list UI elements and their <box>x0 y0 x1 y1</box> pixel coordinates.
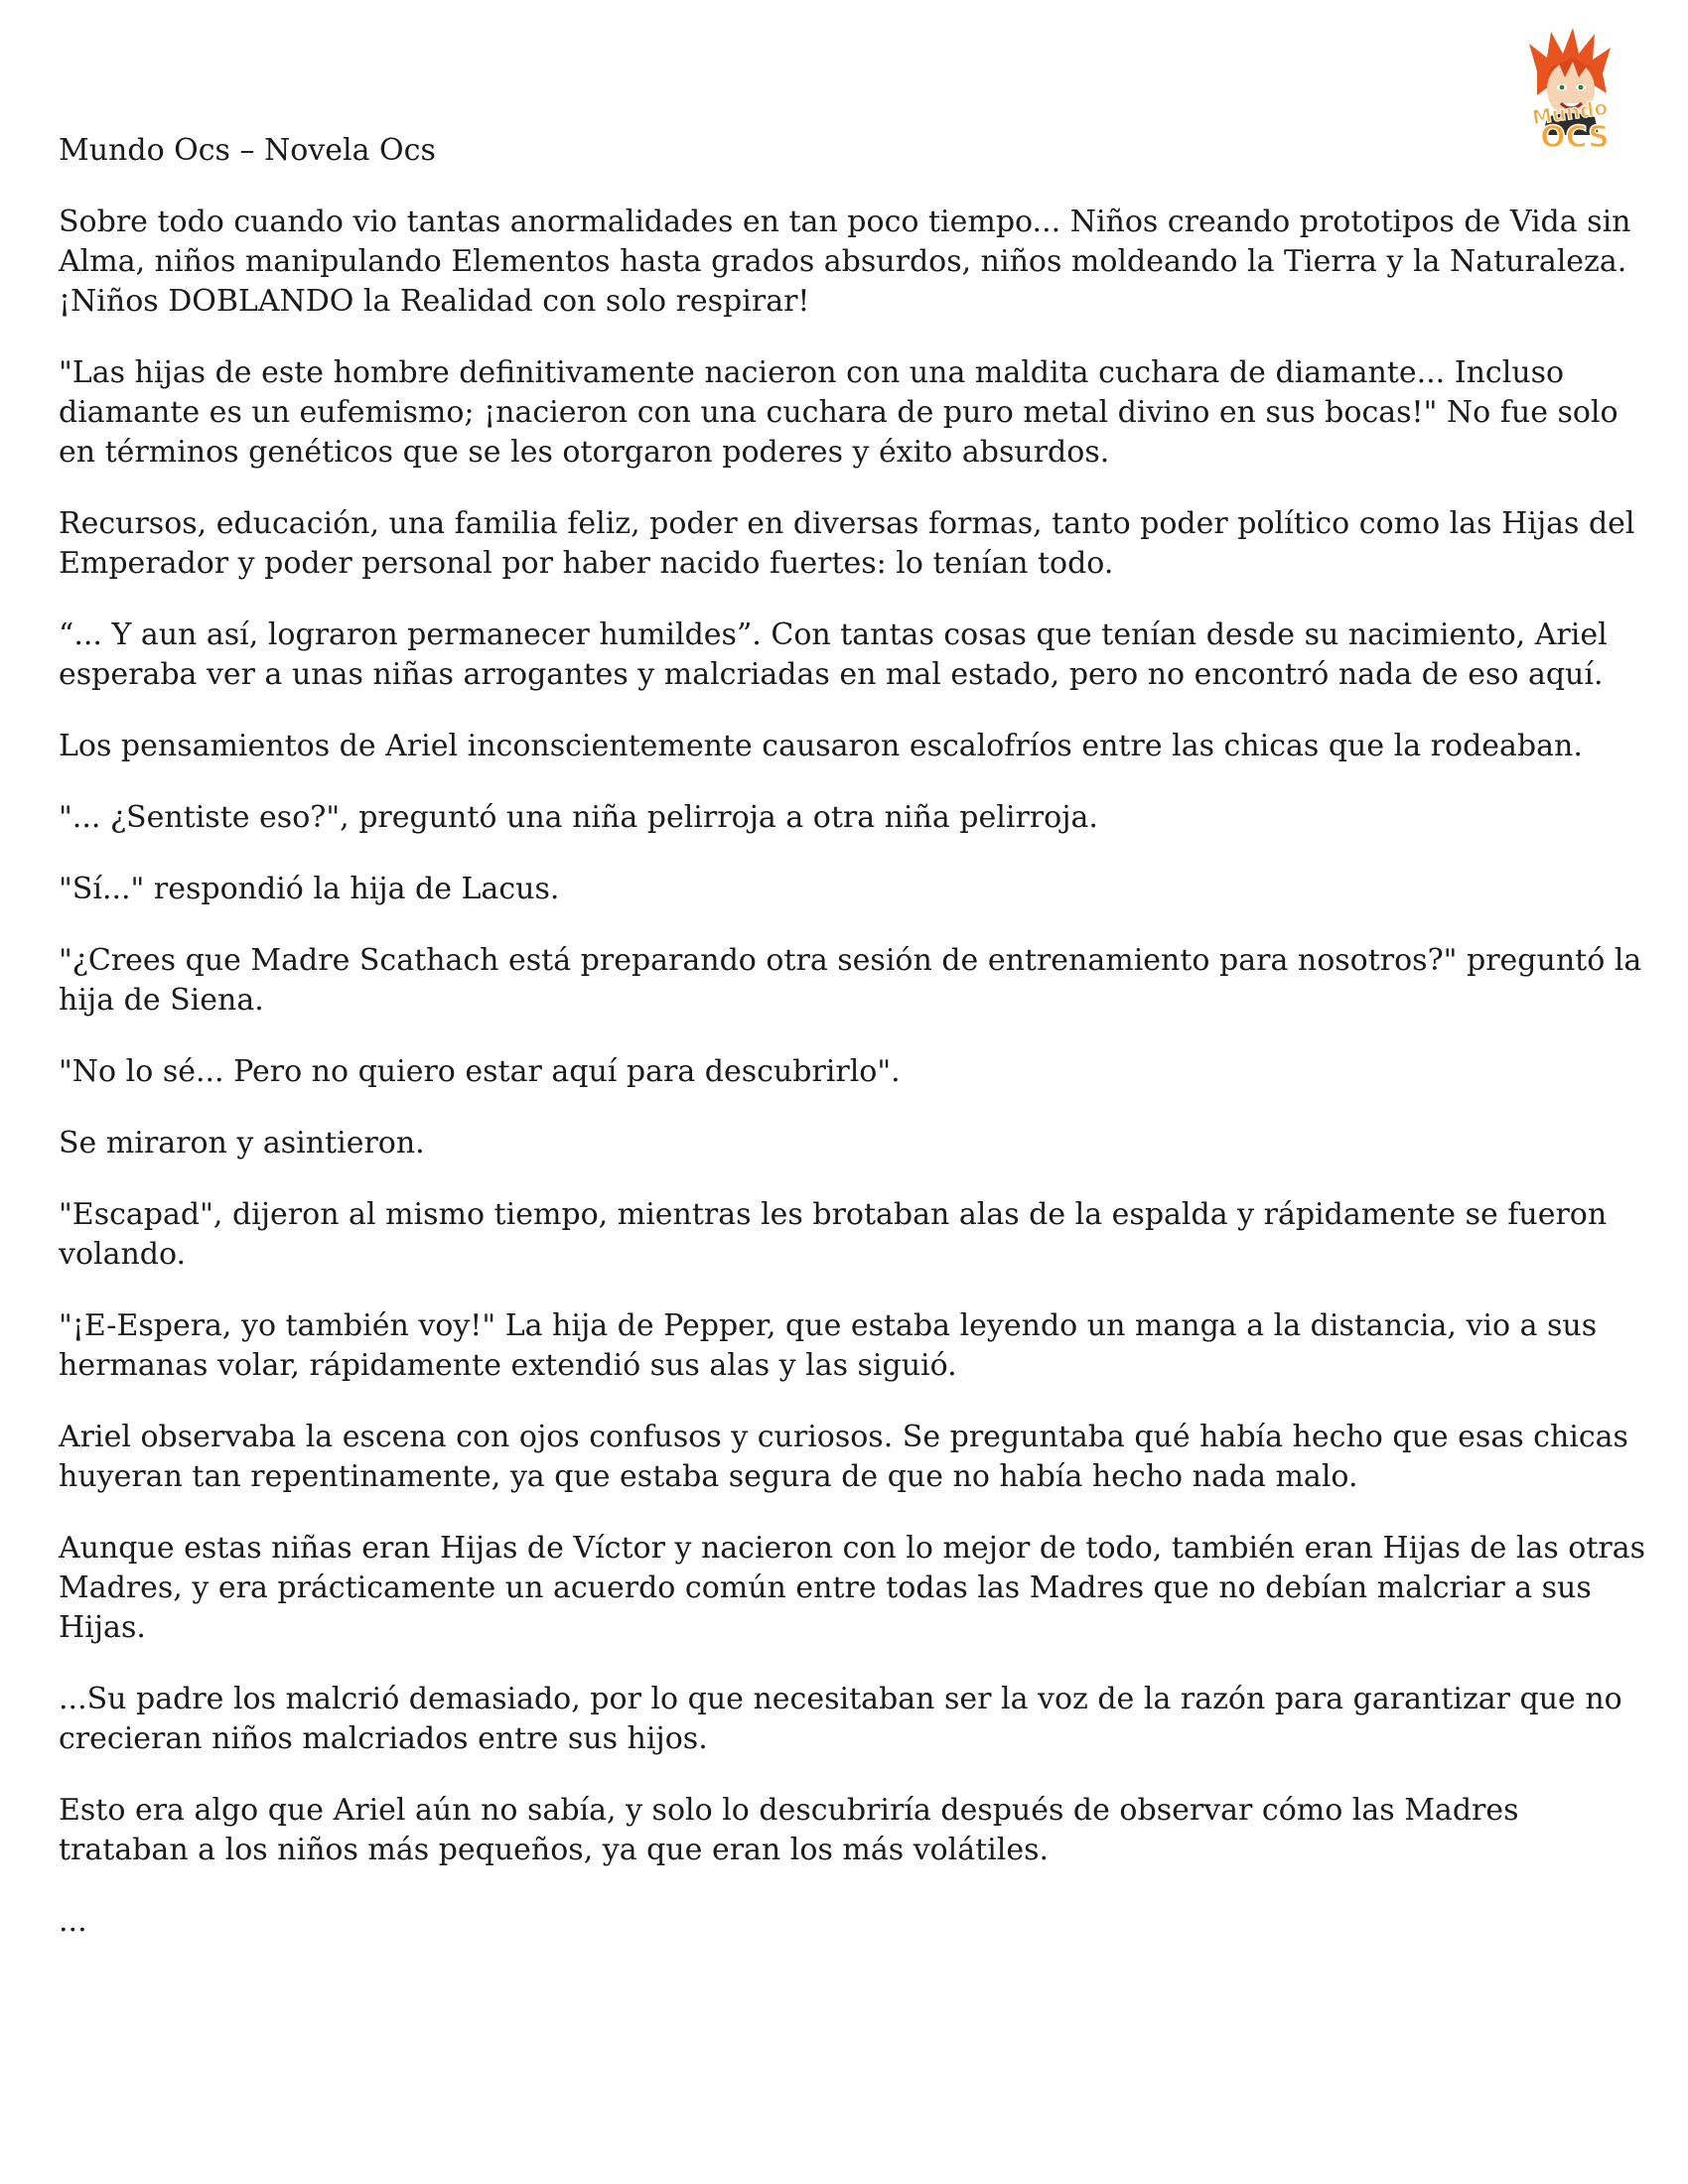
paragraph: Ariel observaba la escena con ojos confusos y curiosos. Se preguntaba qué había hecho que esas chicas huyeran tan repentinamente, ya que estaba segura de que no había hecho nada malo. <box>59 1420 1628 1494</box>
document-header: Mundo Ocs – Novela Ocs <box>59 133 436 168</box>
paragraph: Sobre todo cuando vio tantas anormalidades en tan poco tiempo... Niños creando prototipos de Vida sin Alma, niños manipulando Elementos hasta grados absurdos, niños moldeando la Tierra y la Naturaleza. ¡Niños DOBLANDO la Realidad con solo respirar! <box>59 205 1631 319</box>
paragraph: Se miraron y asintieron. <box>59 1126 425 1160</box>
paragraph: ...Su padre los malcrió demasiado, por lo que necesitaban ser la voz de la razón para garantizar que no crecieran niños malcriados entre sus hijos. <box>59 1682 1622 1756</box>
paragraph-list <box>59 203 1647 1942</box>
paragraph: “... Y aun así, lograron permanecer humildes”. Con tantas cosas que tenían desde su nacimiento, Ariel esperaba ver a unas niñas arrogantes y malcriadas en mal estado, pero no encontró nada de eso aquí. <box>59 617 1608 692</box>
paragraph: "¿Crees que Madre Scathach está preparando otra sesión de entrenamiento para nosotros?" preguntó la hija de Siena. <box>59 943 1642 1018</box>
svg-text:OCS: OCS <box>1540 120 1610 153</box>
paragraph: "... ¿Sentiste eso?", preguntó una niña pelirroja a otra niña pelirroja. <box>59 800 1098 835</box>
paragraph: "Escapad", dijeron al mismo tiempo, mientras les brotaban alas de la espalda y rápidamente se fueron volando. <box>59 1197 1608 1272</box>
paragraph: "¡E-Espera, yo también voy!" La hija de Pepper, que estaba leyendo un manga a la distancia, vio a sus hermanas volar, rápidamente extendió sus alas y las siguió. <box>59 1308 1598 1383</box>
paragraph: ... <box>59 1904 87 1939</box>
paragraph: Esto era algo que Ariel aún no sabía, y solo lo descubriría después de observar cómo las Madres trataban a los niños más pequeños, ya que eran los más volátiles. <box>59 1793 1519 1867</box>
paragraph: Aunque estas niñas eran Hijas de Víctor y nacieron con lo mejor de todo, también eran Hijas de las otras Madres, y era prácticamente un acuerdo común entre todas las Madres que no debían malcriar a sus Hijas. <box>59 1531 1646 1645</box>
paragraph: "No lo sé... Pero no quiero estar aquí para descubrirlo". <box>59 1054 901 1089</box>
paragraph: Recursos, educación, una familia feliz, poder en diversas formas, tanto poder político como las Hijas del Emperador y poder personal por haber nacido fuertes: lo tenían todo. <box>59 506 1635 581</box>
svg-text:Mundo: Mundo <box>1530 94 1610 130</box>
document-body <box>59 131 1647 1974</box>
paragraph: "Las hijas de este hombre definitivamente nacieron con una maldita cuchara de diamante... Incluso diamante es un eufemismo; ¡nacieron con una cuchara de puro metal divino en sus bocas!" No fue solo en términos genéticos que se les otorgaron poderes y éxito absurdos. <box>59 355 1618 470</box>
paragraph: "Sí..." respondió la hija de Lacus. <box>59 872 560 906</box>
paragraph: Los pensamientos de Ariel inconscientemente causaron escalofríos entre las chicas que la rodeaban. <box>59 729 1583 763</box>
